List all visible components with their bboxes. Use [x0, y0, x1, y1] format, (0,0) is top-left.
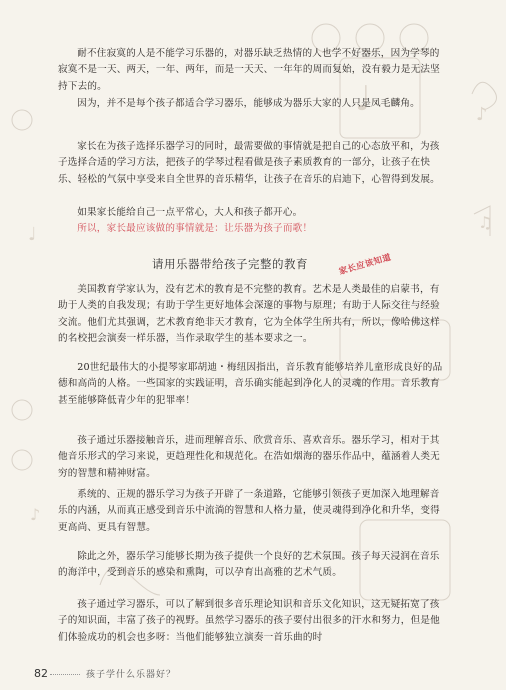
paragraph-1: 耐不住寂寞的人是不能学习乐器的，对器乐缺乏热情的人也学不好器乐，因为学琴的寂寞不是一天、两天，一年、两年，而是一天天、一年年的周而复始，没有毅力是无法坚持下去的。: [58, 48, 440, 92]
paragraph-11: 孩子通过学习器乐，可以了解到很多音乐理论知识和音乐文化知识，这无疑拓宽了孩子的知识面，丰富了孩子的视野。虽然学习器乐的孩子要付出很多的汗水和努力，但是他们体验成功的机会也多呀：当他们能够独立演奏一首乐曲的时: [58, 599, 440, 643]
paragraph-9: 系统的、正规的器乐学习为孩子开辟了一条道路，它能够引领孩子更加深入地理解音乐的内涵，从而真正感受到音乐中流淌的智慧和人格力量，使灵魂得到净化和升华，变得更高尚、更具有智慧。: [58, 489, 440, 533]
footer-divider: [50, 674, 80, 675]
svg-text:♪: ♪: [476, 104, 488, 125]
section-heading: 请用乐器带给孩子完整的教育: [152, 257, 308, 271]
paragraph-8: 孩子通过乐器接触音乐，进而理解音乐、欣赏音乐、喜欢音乐。器乐学习，相对于其他音乐形式的学习来说，更趋理性化和规范化。在浩如烟海的器乐作品中，蕴涵着人类无穷的智慧和精神财富。: [58, 435, 440, 479]
svg-text:♩: ♩: [355, 79, 372, 119]
paragraph-2: 因为，并不是每个孩子都适合学习器乐，能够成为器乐大家的人只是凤毛麟角。: [77, 98, 420, 109]
svg-text:♩: ♩: [28, 224, 37, 245]
paragraph-10: 除此之外，器乐学习能够长期为孩子提供一个良好的艺术氛围。孩子每天浸润在音乐的海洋中，受到音乐的感染和熏陶，可以孕育出高雅的艺术气质。: [58, 551, 440, 579]
paragraph-7: 20世纪最伟大的小提琴家耶胡迪・梅纽因指出，音乐教育能够培养儿童形成良好的品德和高尚的人格。一些国家的实践证明，音乐确实能起到净化人的灵魂的作用。音乐教育甚至能够降低青少年的犯罪率！: [58, 362, 443, 406]
section-tag: 家长应该知道: [337, 252, 393, 278]
page-number: 82: [34, 667, 48, 680]
svg-text:♫: ♫: [478, 213, 493, 232]
paragraph-6: 美国教育学家认为，没有艺术的教育是不完整的教育。艺术是人类最佳的启蒙书，有助于人类的自我发现；有助于学生更好地体会深邃的事物与原理；有助于人际交往与经验交流。他们尤其强调，艺术教育绝非天才教育，它为全体学生所共有，所以，像哈佛这样的名校把会演奏一样乐器，当作录取学生的基本要求之一。: [58, 284, 440, 345]
running-footer-title: 孩子学什么乐器好？: [86, 670, 177, 680]
svg-text:♪: ♪: [30, 505, 41, 524]
highlight-sentence: 所以，家长最应该做的事情就是：让乐器为孩子而歌！: [77, 223, 313, 234]
paragraph-3: 家长在为孩子选择乐器学习的同时，最需要做的事情就是把自己的心态放平和，为孩子选择合适的学习方法，把孩子的学琴过程看做是孩子素质教育的一部分，让孩子在快乐、轻松的气氛中享受来自全世界的音乐精华，让孩子在音乐的启迪下，心智得到发展。: [58, 141, 440, 185]
paragraph-4: 如果家长能给自己一点平常心，大人和孩子都开心。: [77, 207, 303, 218]
